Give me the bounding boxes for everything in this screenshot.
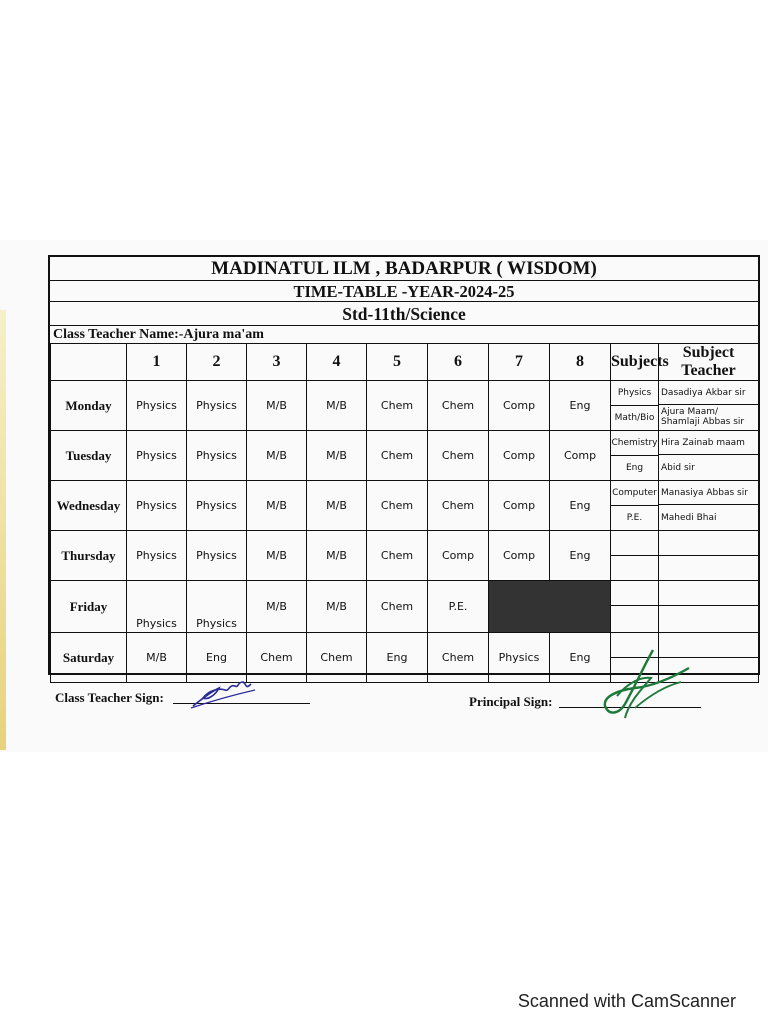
- slot-cell: Physics: [187, 481, 247, 531]
- scanner-watermark: Scanned with CamScanner: [517, 991, 736, 1011]
- timetable-title: TIME-TABLE -YEAR-2024-25: [50, 281, 758, 302]
- slot-cell: Comp: [428, 531, 489, 581]
- slot-cell: Comp: [489, 431, 550, 481]
- slot-cell: P.E.: [428, 581, 489, 633]
- period-number: 6: [428, 344, 489, 381]
- class-teacher-signature: [189, 678, 259, 712]
- slot-cell: Physics: [187, 381, 247, 431]
- day-name: Wednesday: [51, 481, 127, 531]
- ref-subject: Computer: [611, 481, 658, 506]
- corner-cell: [51, 344, 127, 381]
- slot-cell: Chem: [428, 381, 489, 431]
- day-name: Thursday: [51, 531, 127, 581]
- slot-cell: M/B: [307, 581, 367, 633]
- slot-cell: M/B: [127, 633, 187, 683]
- ref-teacher-cell: [659, 431, 759, 481]
- period-number: 1: [127, 344, 187, 381]
- slot-cell: Physics: [127, 431, 187, 481]
- day-row: [51, 431, 759, 481]
- day-row: [51, 381, 759, 431]
- slot-cell: Physics: [187, 431, 247, 481]
- ref-subject: P.E.: [626, 513, 643, 523]
- ref-teacher-cell: [659, 581, 759, 633]
- ref-empty-line: [611, 581, 658, 606]
- ref-subject: Math/Bio: [614, 413, 655, 423]
- period-header-row: [51, 344, 759, 381]
- slot-cell: Physics: [489, 633, 550, 683]
- slot-cell: Chem: [367, 481, 428, 531]
- blocked-slot: [489, 581, 611, 633]
- slot-cell: Chem: [367, 431, 428, 481]
- subject-teacher-header: Subject Teacher: [659, 344, 759, 381]
- slot-cell: Chem: [367, 531, 428, 581]
- slot-cell: M/B: [247, 381, 307, 431]
- slot-cell: Chem: [247, 633, 307, 683]
- subjects-header: Subjects: [611, 344, 659, 381]
- ref-subject: Chemistry: [611, 431, 658, 456]
- class-teacher-name: Class Teacher Name:-Ajura ma'am: [53, 327, 264, 342]
- slot-cell: Comp: [489, 381, 550, 431]
- slot-cell: Chem: [307, 633, 367, 683]
- slot-cell: M/B: [307, 431, 367, 481]
- signature-area: [55, 686, 705, 722]
- ref-teacher: Dasadiya Akbar sir: [659, 381, 758, 405]
- ref-teacher: Hira Zainab maam: [659, 431, 758, 455]
- slot-cell: Physics: [187, 581, 247, 633]
- class-teacher-sign-label: Class Teacher Sign:: [55, 690, 164, 705]
- slot-cell: M/B: [247, 581, 307, 633]
- ref-teacher-cell: [659, 531, 759, 581]
- day-name: Tuesday: [51, 431, 127, 481]
- slot-cell: Chem: [367, 581, 428, 633]
- period-number: 8: [550, 344, 611, 381]
- slot-cell: Chem: [428, 481, 489, 531]
- slot-cell: Eng: [550, 381, 611, 431]
- slot-cell: Chem: [428, 431, 489, 481]
- slot-cell: Eng: [550, 633, 611, 683]
- school-name: MADINATUL ILM , BADARPUR ( WISDOM): [50, 257, 758, 281]
- period-number: 5: [367, 344, 428, 381]
- ref-teacher: Manasiya Abbas sir: [659, 481, 758, 505]
- ref-subject-cell: [611, 381, 659, 431]
- ref-subject: Eng: [625, 463, 644, 473]
- ref-teacher: Ajura Maam/ Shamlaji Abbas sir: [661, 407, 745, 427]
- slot-cell: M/B: [247, 431, 307, 481]
- period-number: 2: [187, 344, 247, 381]
- ref-subject-cell: [611, 431, 659, 481]
- slot-cell: Chem: [428, 633, 489, 683]
- slot-cell: Physics: [127, 531, 187, 581]
- ref-empty-line: [659, 581, 758, 606]
- slot-cell: Eng: [550, 481, 611, 531]
- slot-cell: Comp: [550, 431, 611, 481]
- ref-empty-line: [659, 531, 758, 556]
- day-name: Monday: [51, 381, 127, 431]
- slot-cell: Comp: [489, 531, 550, 581]
- slot-cell: Physics: [187, 531, 247, 581]
- day-row: [51, 481, 759, 531]
- slot-cell: Eng: [550, 531, 611, 581]
- slot-cell: Physics: [127, 481, 187, 531]
- period-number: 3: [247, 344, 307, 381]
- ref-empty-line: [611, 531, 658, 556]
- timetable-sheet: [48, 255, 760, 675]
- paper-edge: [0, 310, 6, 750]
- day-row: [51, 581, 759, 633]
- slot-cell: Eng: [187, 633, 247, 683]
- ref-subject: Physics: [611, 381, 658, 406]
- ref-teacher: Mahedi Bhai: [661, 513, 717, 523]
- day-row: [51, 531, 759, 581]
- ref-subject-cell: [611, 531, 659, 581]
- period-number: 4: [307, 344, 367, 381]
- ref-teacher-cell: [659, 481, 759, 531]
- slot-cell: Eng: [367, 633, 428, 683]
- slot-cell: M/B: [247, 531, 307, 581]
- ref-subject-cell: [611, 481, 659, 531]
- period-number: 7: [489, 344, 550, 381]
- principal-signature: [595, 646, 695, 722]
- timetable-grid: [50, 343, 759, 683]
- slot-cell: M/B: [307, 381, 367, 431]
- ref-teacher-cell: [659, 381, 759, 431]
- slot-cell: Physics: [127, 381, 187, 431]
- ref-teacher: Abid sir: [661, 463, 695, 473]
- slot-cell: M/B: [247, 481, 307, 531]
- day-name: Saturday: [51, 633, 127, 683]
- slot-cell: Physics: [127, 581, 187, 633]
- slot-cell: Comp: [489, 481, 550, 531]
- slot-cell: M/B: [307, 481, 367, 531]
- standard-label: Std-11th/Science: [50, 302, 758, 326]
- principal-sign-label: Principal Sign:: [469, 694, 553, 709]
- day-name: Friday: [51, 581, 127, 633]
- slot-cell: M/B: [307, 531, 367, 581]
- ref-subject-cell: [611, 581, 659, 633]
- slot-cell: Chem: [367, 381, 428, 431]
